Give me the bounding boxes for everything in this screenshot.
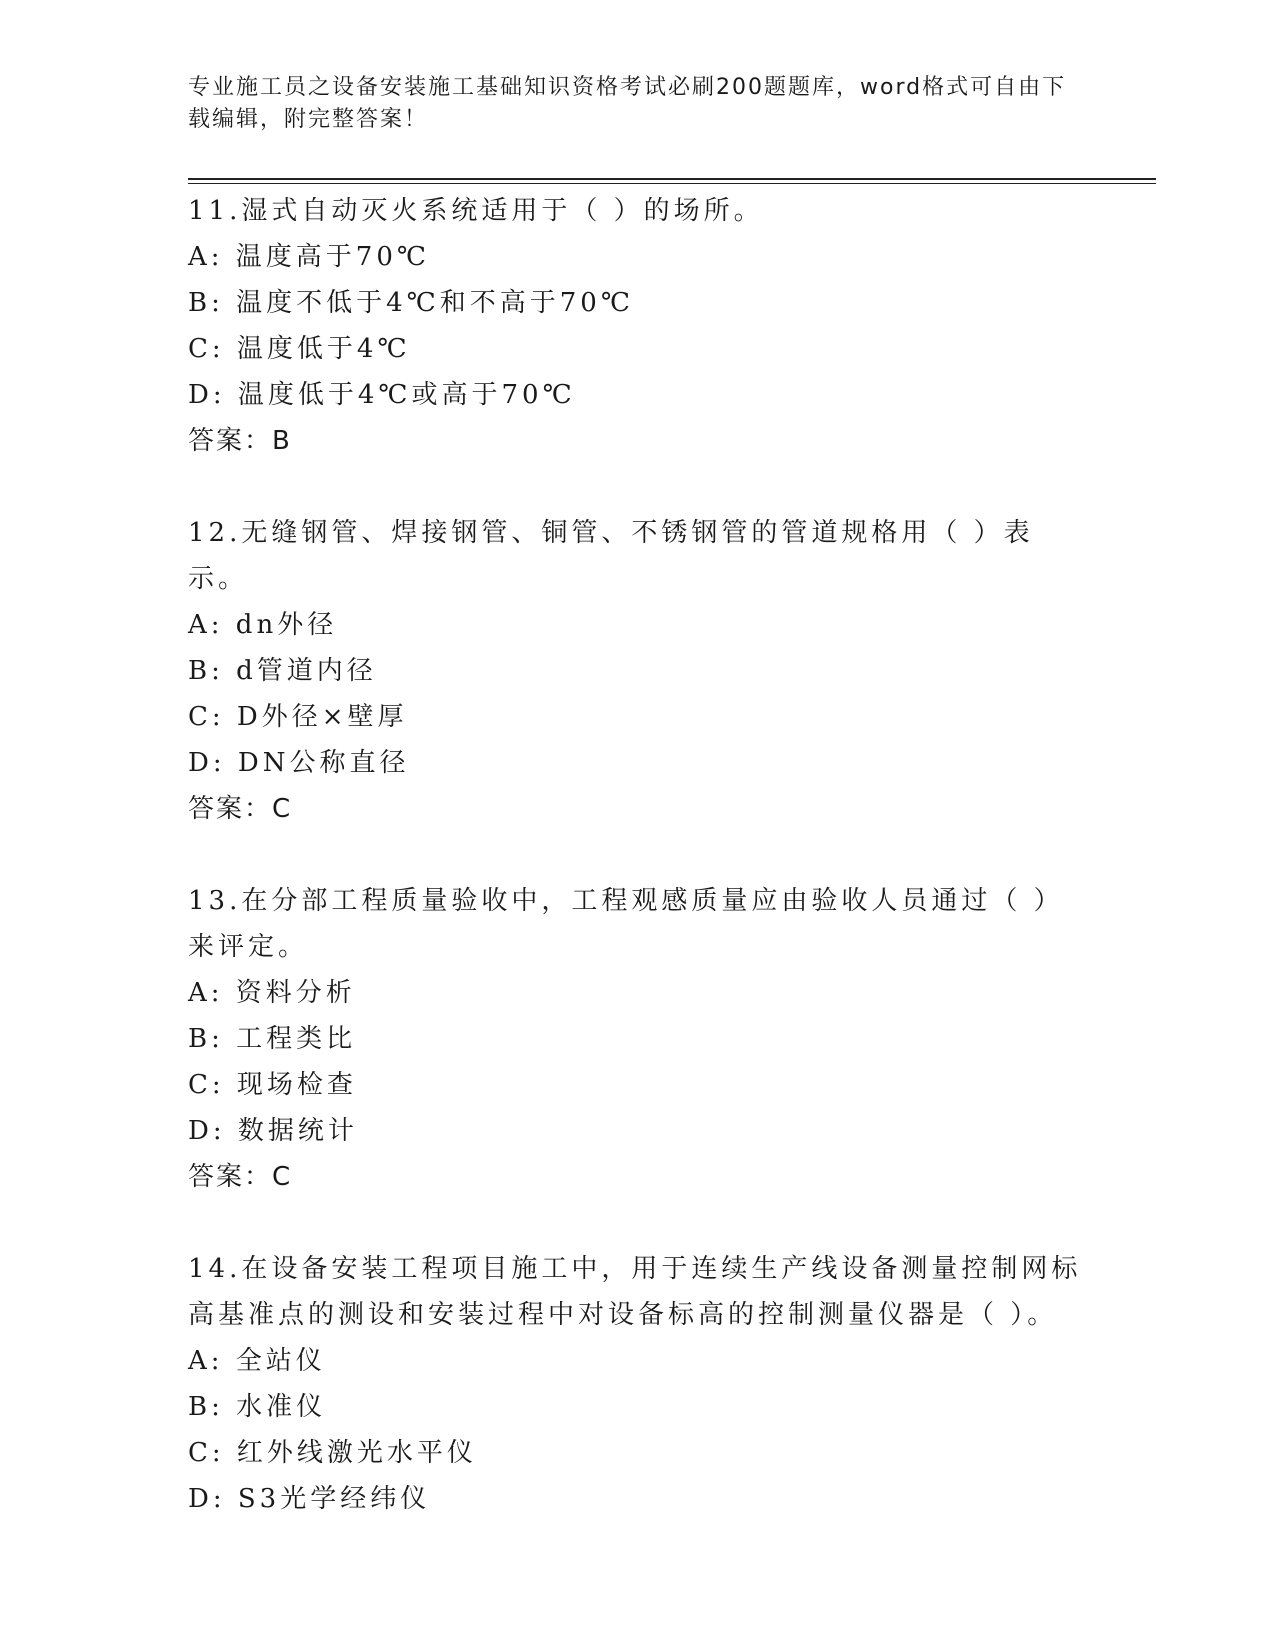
header-divider-thick <box>188 178 1156 180</box>
answer-label: 答案：B <box>188 426 292 456</box>
document-header: 专业施工员之设备安装施工基础知识资格考试必刷200题题库，word格式可自由下载编辑，附完整答案！ <box>188 75 1067 132</box>
option-d: D: 数据统计 <box>188 1116 358 1146</box>
question-stem: 11.湿式自动灭火系统适用于（ ）的场所。 <box>188 196 764 226</box>
question-13 <box>188 878 1088 1200</box>
option-c: C: 红外线激光水平仪 <box>188 1438 477 1468</box>
option-b: B: 水准仪 <box>188 1392 327 1422</box>
answer-label: 答案：C <box>188 1162 293 1192</box>
question-stem: 14.在设备安装工程项目施工中，用于连续生产线设备测量控制网标高基准点的测设和安装过程中对设备标高的控制测量仪器是（ ）。 <box>188 1254 1082 1330</box>
option-a: A: 温度高于70℃ <box>188 242 430 272</box>
option-b: B: 工程类比 <box>188 1024 357 1054</box>
header-divider-thin <box>188 183 1156 184</box>
option-a: A: 全站仪 <box>188 1346 326 1376</box>
question-11 <box>188 188 1088 464</box>
option-d: D: S3光学经纬仪 <box>188 1484 431 1514</box>
question-stem: 12.无缝钢管、焊接钢管、铜管、不锈钢管的管道规格用（ ）表示。 <box>188 518 1034 594</box>
option-c: C: 温度低于4℃ <box>188 334 411 364</box>
question-12 <box>188 510 1088 832</box>
question-list <box>188 188 1088 1568</box>
option-d: D: DN公称直径 <box>188 748 410 778</box>
option-a: A: 资料分析 <box>188 978 356 1008</box>
question-stem: 13.在分部工程质量验收中，工程观感质量应由验收人员通过（ ）来评定。 <box>188 886 1064 962</box>
question-14 <box>188 1246 1088 1522</box>
option-b: B: d管道内径 <box>188 656 377 686</box>
option-b: B: 温度不低于4℃和不高于70℃ <box>188 288 634 318</box>
option-d: D: 温度低于4℃或高于70℃ <box>188 380 576 410</box>
option-c: C: 现场检查 <box>188 1070 357 1100</box>
option-c: C: D外径×壁厚 <box>188 702 408 732</box>
option-a: A: dn外径 <box>188 610 338 640</box>
answer-label: 答案：C <box>188 794 293 824</box>
